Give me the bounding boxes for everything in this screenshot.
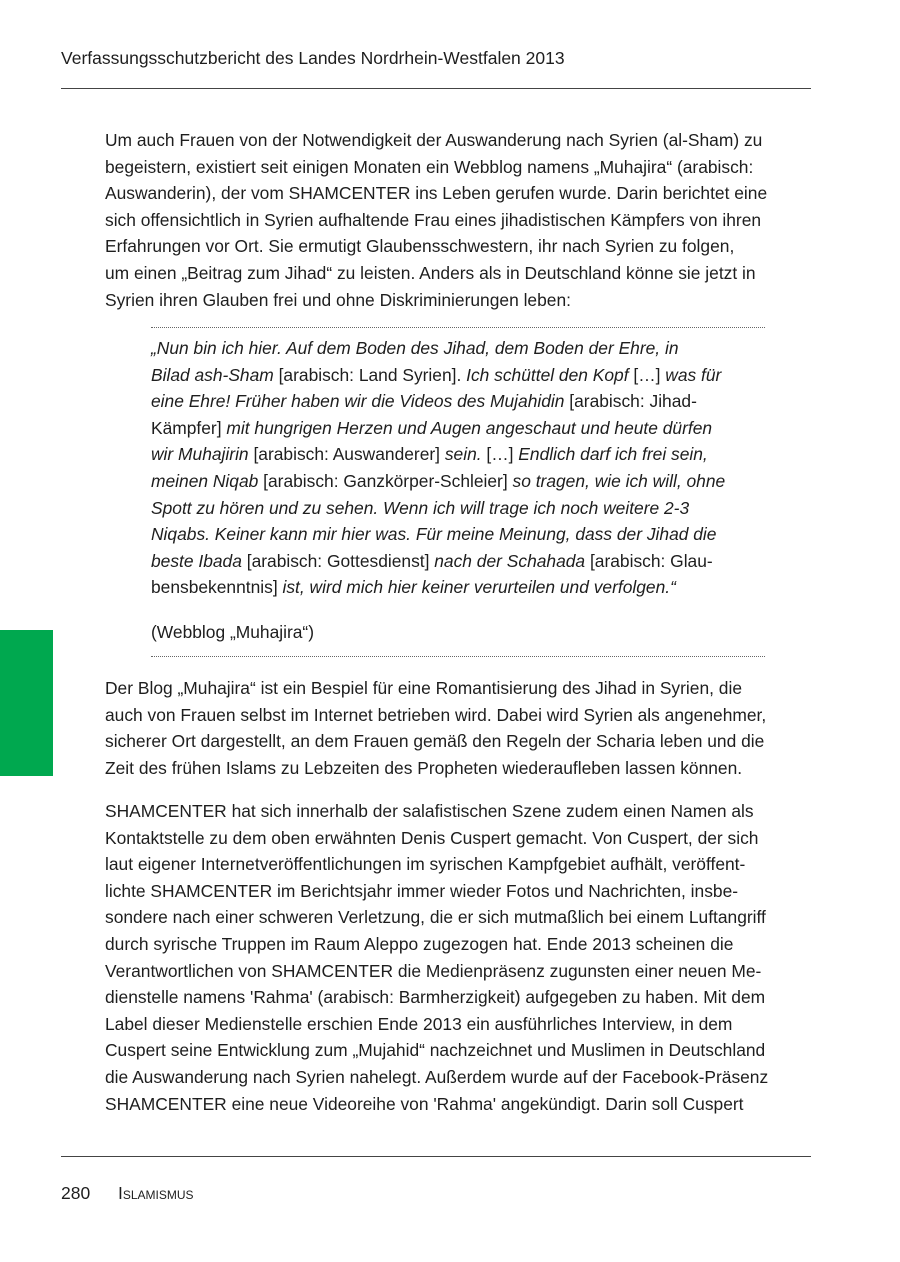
quote-italic-run: Spott zu hören und zu sehen. Wenn ich will trage ich noch weitere 2-3 bbox=[151, 497, 690, 518]
quote-italic-run: sein. bbox=[444, 444, 482, 465]
blockquote-line bbox=[151, 388, 771, 415]
paragraph-line: begeistern, existiert seit einigen Monaten ein Webblog namens „Muhajira“ (arabisch: bbox=[105, 156, 754, 177]
blockquote-line bbox=[151, 495, 771, 522]
blockquote-bottom-divider bbox=[151, 656, 765, 657]
blockquote-line bbox=[151, 335, 771, 362]
paragraph-line: auch von Frauen selbst im Internet betrieben wird. Dabei wird Syrien als angenehmer, bbox=[105, 704, 767, 725]
paragraph-line: laut eigener Internetveröffentlichungen im syrischen Kampfgebiet aufhält, veröffent- bbox=[105, 854, 746, 875]
blockquote-line bbox=[151, 362, 771, 389]
paragraph-line: Der Blog „Muhajira“ ist ein Bespiel für eine Romantisierung des Jihad in Syrien, die bbox=[105, 678, 743, 698]
header-rule bbox=[61, 88, 811, 89]
paragraph-line: Syrien ihren Glauben frei und ohne Diskriminierungen leben: bbox=[105, 289, 571, 310]
paragraph-line: dienstelle namens 'Rahma' (arabisch: Barmherzigkeit) aufgegeben zu haben. Mit dem bbox=[105, 987, 766, 1008]
quote-italic-run: meinen Niqab bbox=[151, 470, 259, 491]
footer-rule bbox=[61, 1156, 811, 1157]
paragraph-line: Um auch Frauen von der Notwendigkeit der Auswanderung nach Syrien (al-Sham) zu bbox=[105, 130, 763, 150]
paragraph-1 bbox=[105, 127, 815, 313]
section-name: Islamismus bbox=[118, 1183, 194, 1203]
quote-italic-run: so tragen, wie ich will, ohne bbox=[512, 470, 726, 491]
paragraph-line: sondere nach einer schweren Verletzung, die er sich mutmaßlich bei einem Luftangriff bbox=[105, 907, 766, 928]
quote-roman-run: bensbekenntnis] bbox=[151, 577, 283, 598]
chapter-side-tab bbox=[0, 630, 53, 776]
quote-italic-run: Bilad ash-Sham bbox=[151, 364, 274, 385]
quote-roman-run: [arabisch: Gottesdienst] bbox=[241, 550, 435, 571]
blockquote-source: (Webblog „Muhajira“) bbox=[151, 622, 315, 642]
paragraph-line: SHAMCENTER hat sich innerhalb der salafistischen Szene zudem einen Namen als bbox=[105, 801, 754, 821]
paragraph-line: Label dieser Medienstelle erschien Ende 2013 ein ausführliches Interview, in dem bbox=[105, 1013, 733, 1034]
blockquote-line bbox=[151, 521, 771, 548]
quote-italic-run: beste Ibada bbox=[151, 550, 242, 571]
blockquote-text bbox=[151, 335, 771, 601]
quote-roman-run: [arabisch: Land Syrien]. bbox=[273, 364, 467, 385]
paragraph-line: lichte SHAMCENTER im Berichtsjahr immer wieder Fotos und Nachrichten, insbe- bbox=[105, 880, 739, 901]
paragraph-line: Verantwortlichen von SHAMCENTER die Medienpräsenz zugunsten einer neuen Me- bbox=[105, 960, 762, 981]
quote-italic-run: was für bbox=[665, 364, 722, 385]
paragraph-line: um einen „Beitrag zum Jihad“ zu leisten. Anders als in Deutschland könne sie jetzt in bbox=[105, 262, 756, 283]
paragraph-line: SHAMCENTER eine neue Videoreihe von 'Rahma' angekündigt. Darin soll Cuspert bbox=[105, 1093, 744, 1114]
paragraph-line: sicherer Ort dargestellt, an dem Frauen gemäß den Regeln der Scharia leben und die bbox=[105, 731, 765, 752]
quote-italic-run: wir Muhajirin bbox=[151, 444, 249, 465]
blockquote-top-divider bbox=[151, 327, 765, 328]
page-number: 280 bbox=[61, 1183, 91, 1203]
quote-italic-run: Endlich darf ich frei sein, bbox=[518, 444, 708, 465]
paragraph-3 bbox=[105, 798, 815, 1117]
paragraph-line: Zeit des frühen Islams zu Lebzeiten des Propheten wiederaufleben lassen können. bbox=[105, 757, 743, 778]
blockquote-line bbox=[151, 468, 771, 495]
quote-roman-run: Kämpfer] bbox=[151, 417, 227, 438]
quote-roman-run: [arabisch: Jihad- bbox=[564, 391, 697, 412]
paragraph-2 bbox=[105, 675, 815, 781]
quote-italic-run: eine Ehre! Früher haben wir die Videos des Mujahidin bbox=[151, 391, 565, 412]
paragraph-line: sich offensichtlich in Syrien aufhaltende Frau eines jihadistischen Kämpfers von ihren bbox=[105, 209, 762, 230]
paragraph-line: Cuspert seine Entwicklung zum „Mujahid“ nachzeichnet und Muslimen in Deutschland bbox=[105, 1040, 766, 1061]
blockquote-line bbox=[151, 574, 771, 601]
paragraph-line: durch syrische Truppen im Raum Aleppo zugezogen hat. Ende 2013 scheinen die bbox=[105, 933, 734, 954]
quote-italic-run: nach der Schahada bbox=[434, 550, 586, 571]
paragraph-line: Kontaktstelle zu dem oben erwähnten Denis Cuspert gemacht. Von Cuspert, der sich bbox=[105, 827, 759, 848]
paragraph-line: Auswanderin), der vom SHAMCENTER ins Leben gerufen wurde. Darin berichtet eine bbox=[105, 183, 768, 204]
quote-italic-run: „Nun bin ich hier. Auf dem Boden des Jihad, dem Boden der Ehre, in bbox=[151, 338, 679, 358]
quote-roman-run: […] bbox=[481, 444, 519, 465]
quote-italic-run: mit hungrigen Herzen und Augen angeschaut und heute dürfen bbox=[226, 417, 713, 438]
quote-roman-run: […] bbox=[628, 364, 666, 385]
quote-italic-run: Niqabs. Keiner kann mir hier was. Für meine Meinung, dass der Jihad die bbox=[151, 524, 717, 545]
blockquote bbox=[151, 327, 765, 657]
quote-italic-run: ist, wird mich hier keiner verurteilen und verfolgen.“ bbox=[282, 577, 676, 598]
running-header-title: Verfassungsschutzbericht des Landes Nordrhein-Westfalen 2013 bbox=[61, 48, 565, 68]
quote-italic-run: Ich schüttel den Kopf bbox=[466, 364, 629, 385]
quote-roman-run: [arabisch: Ganzkörper-Schleier] bbox=[258, 470, 513, 491]
blockquote-line bbox=[151, 548, 771, 575]
paragraph-line: Erfahrungen vor Ort. Sie ermutigt Glaubensschwestern, ihr nach Syrien zu folgen, bbox=[105, 236, 735, 257]
blockquote-line bbox=[151, 415, 771, 442]
blockquote-line bbox=[151, 441, 771, 468]
paragraph-line: die Auswanderung nach Syrien nahelegt. Außerdem wurde auf der Facebook-Präsenz bbox=[105, 1066, 769, 1087]
quote-roman-run: [arabisch: Auswanderer] bbox=[248, 444, 445, 465]
quote-roman-run: [arabisch: Glau- bbox=[585, 550, 713, 571]
